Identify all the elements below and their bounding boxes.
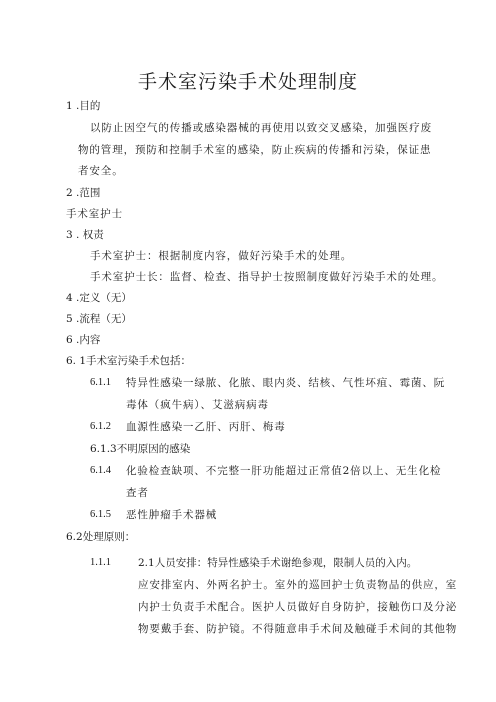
section-2-body: 手术室护士 (66, 208, 123, 220)
section-6-heading: 6 .内容 (66, 334, 101, 346)
subsection-6-2-heading: 6.2处理原则： (66, 531, 136, 543)
section-1-line-1: 以防止因空气的传播或感染器械的再使用以致交叉感染，加强医疗废 (90, 122, 432, 134)
section-5-heading: 5 .流程（无） (66, 313, 132, 325)
section-1-heading: 1 .目的 (66, 100, 101, 112)
item-number: 6.1.4 (90, 465, 111, 476)
section-3-heading: 3 . 权责 (66, 229, 104, 241)
section-1-line-2: 物的管理，预防和控制手术室的感染，防止疾病的传播和污染，保证患 (78, 144, 432, 156)
rule-text-line: 2.1人员安排：特异性感染手术谢绝参观，限制人员的入内。 (138, 557, 418, 569)
item-text-line: 毒体（疯牛病）、艾滋病病毒 (126, 399, 269, 411)
section-3-line-2: 手术室护士长：监督、检查、指导护士按照制度做好污染手术的处理。 (90, 271, 444, 283)
item-number: 6.1.5 (90, 509, 111, 520)
item-text-line: 化验检查缺项、不完整一肝功能超过正常值2倍以上、无生化检 (126, 465, 442, 477)
rule-text-line: 内护士负责手术配合。医护人员做好自身防护，接触伤口及分泌 (138, 601, 458, 613)
item-text-line: 恶性肿瘤手术器械 (126, 509, 218, 521)
section-2-heading: 2 .范围 (66, 187, 101, 199)
document-title: 手术室污染手术处理制度 (137, 71, 358, 93)
section-3-line-1: 手术室护士：根据制度内容，做好污染手术的处理。 (90, 250, 353, 262)
item-text-line: 查者 (126, 487, 149, 499)
item-text-line: 特异性感染一绿脓、化脓、眼内炎、结核、气性坏疽、霉菌、阮 (126, 377, 446, 389)
item-number: 1.1.1 (90, 557, 111, 568)
rule-text-line: 物要戴手套、防护镜。不得随意串手术间及触碰手术间的其他物 (138, 623, 458, 635)
item-text-line: 6.1.3不明原因的感染 (90, 443, 191, 455)
item-number: 6.1.2 (90, 421, 111, 432)
section-4-heading: 4 .定义（无） (66, 292, 132, 304)
item-text-line: 血源性感染一乙肝、丙肝、梅毒 (126, 421, 286, 433)
subsection-6-1-heading: 6. 1手术室污染手术包括： (66, 355, 192, 367)
section-1-line-3: 者安全。 (78, 165, 124, 177)
rule-text-line: 应安排室内、外两名护士。室外的巡回护士负责物品的供应，室 (138, 579, 458, 591)
item-number: 6.1.1 (90, 377, 111, 388)
